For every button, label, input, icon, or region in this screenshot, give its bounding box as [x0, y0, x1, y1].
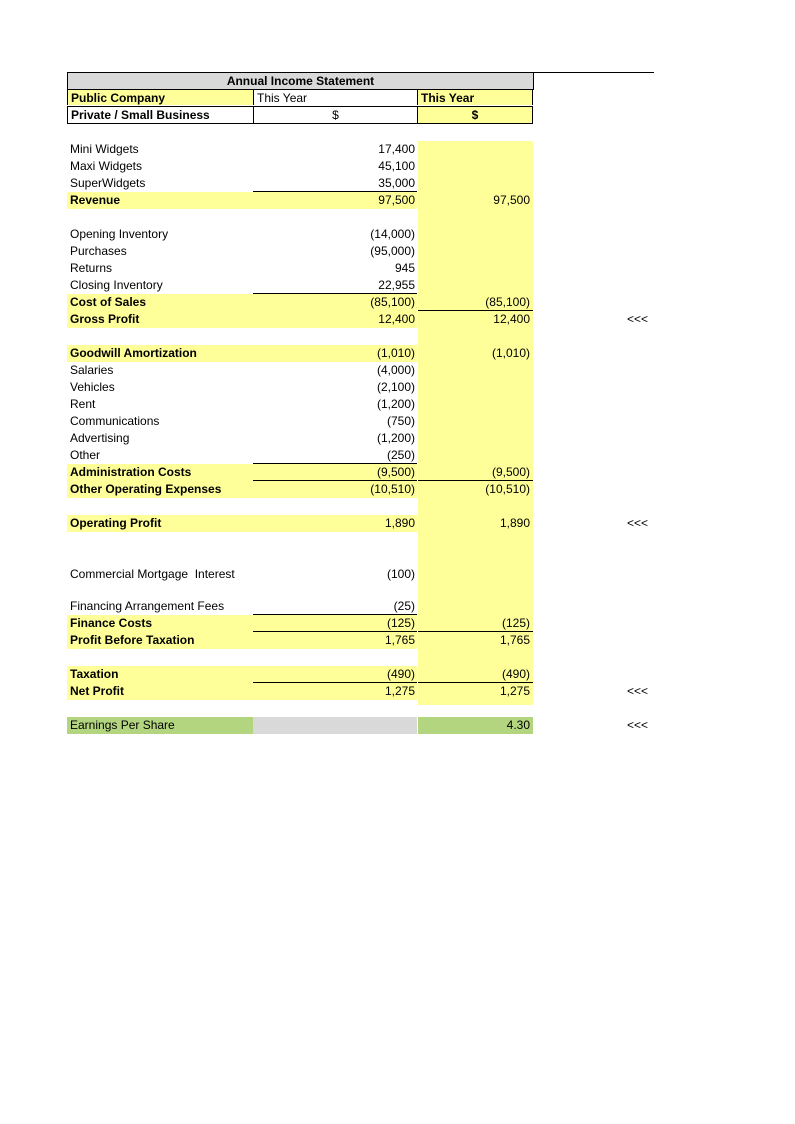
table-row-total [0, 311, 795, 328]
row-label: Taxation [70, 667, 119, 681]
row-label: Finance Costs [70, 616, 153, 630]
row-label: Advertising [70, 431, 130, 445]
row-value-col2: (490) [501, 667, 530, 681]
row-value-col1: 12,400 [378, 312, 415, 326]
row-label: Profit Before Taxation [70, 633, 195, 647]
row-value-col1: 1,765 [384, 633, 415, 647]
row-value-col1: (100) [386, 567, 415, 581]
row-label: Rent [70, 397, 96, 411]
row-label: Opening Inventory [70, 227, 169, 241]
row-value-col1: 97,500 [378, 193, 415, 207]
row-label: Cost of Sales [70, 295, 147, 309]
table-row-total [0, 192, 795, 209]
table-row [0, 345, 795, 362]
table-row-total [0, 481, 795, 498]
table-row-total [0, 683, 795, 700]
row-label: Commercial Mortgage Interest [70, 567, 235, 581]
row-label: Other Operating Expenses [70, 482, 222, 496]
row-value-col1: (750) [386, 414, 415, 428]
table-row [0, 430, 795, 447]
row-value-col1: 1,890 [384, 516, 415, 530]
row-value-col1: (2,100) [376, 380, 415, 394]
table-row [0, 566, 795, 583]
row-value-col1: (85,100) [370, 295, 415, 309]
table-row-total [0, 615, 795, 632]
row-value-col2: 4.30 [506, 718, 530, 732]
row-value-col2: (125) [501, 616, 530, 630]
table-row [0, 598, 795, 615]
row-value-col1: 945 [394, 261, 415, 275]
row-value-col1: (1,010) [376, 346, 415, 360]
row-value-col1: (1,200) [376, 397, 415, 411]
this-year-header-1: This Year [253, 89, 417, 105]
row-value-col2: (10,510) [485, 482, 530, 496]
table-row-eps [0, 717, 795, 734]
row-label: Financing Arrangement Fees [70, 599, 225, 613]
statement-title: Annual Income Statement [67, 72, 534, 90]
row-value-col1: (14,000) [370, 227, 415, 241]
row-value-col2: 1,765 [499, 633, 530, 647]
row-value-col2: (1,010) [491, 346, 530, 360]
currency-header-1: $ [253, 106, 417, 124]
row-value-col1: (250) [386, 448, 415, 462]
row-value-col2: 12,400 [493, 312, 530, 326]
row-label: Mini Widgets [70, 142, 139, 156]
this-year-header-2: This Year [417, 89, 533, 105]
table-row-total [0, 632, 795, 649]
table-row-total [0, 515, 795, 532]
table-row [0, 158, 795, 175]
table-row-total [0, 464, 795, 481]
row-label: Gross Profit [70, 312, 140, 326]
row-value-col1: (1,200) [376, 431, 415, 445]
highlight-marker: <<< [627, 516, 649, 530]
table-row [0, 141, 795, 158]
table-row [0, 243, 795, 260]
row-value-col1: 35,000 [378, 176, 415, 190]
public-company-label: Public Company [67, 89, 253, 105]
row-value-col1: (25) [393, 599, 415, 613]
table-row [0, 379, 795, 396]
row-value-col2: (9,500) [491, 465, 530, 479]
table-row [0, 447, 795, 464]
row-value-col1: (125) [386, 616, 415, 630]
row-label: Other [70, 448, 101, 462]
row-value-col1: 1,275 [384, 684, 415, 698]
row-value-col2: 97,500 [493, 193, 530, 207]
table-row-total [0, 666, 795, 683]
table-row [0, 396, 795, 413]
row-label: Closing Inventory [70, 278, 163, 292]
row-label: Operating Profit [70, 516, 162, 530]
highlight-marker: <<< [627, 718, 649, 732]
row-label: SuperWidgets [70, 176, 146, 190]
row-label: Returns [70, 261, 113, 275]
top-border-line [533, 72, 654, 73]
row-value-col1: (95,000) [370, 244, 415, 258]
row-label: Communications [70, 414, 160, 428]
row-label: Revenue [70, 193, 121, 207]
row-value-col1: (10,510) [370, 482, 415, 496]
table-row [0, 260, 795, 277]
row-label: Purchases [70, 244, 127, 258]
row-label: Earnings Per Share [70, 718, 175, 732]
table-row-total [0, 294, 795, 311]
table-row [0, 362, 795, 379]
row-value-col1: 17,400 [378, 142, 415, 156]
row-value-col2: 1,275 [499, 684, 530, 698]
row-label: Net Profit [70, 684, 124, 698]
row-value-col1: (490) [386, 667, 415, 681]
row-value-col2: 1,890 [499, 516, 530, 530]
highlight-marker: <<< [627, 684, 649, 698]
table-row [0, 175, 795, 192]
row-label: Goodwill Amortization [70, 346, 197, 360]
row-value-col1: (4,000) [376, 363, 415, 377]
row-value-col1: 45,100 [378, 159, 415, 173]
table-row [0, 413, 795, 430]
row-label: Administration Costs [70, 465, 192, 479]
table-row [0, 277, 795, 294]
row-label: Maxi Widgets [70, 159, 143, 173]
row-value-col1: 22,955 [378, 278, 415, 292]
highlight-marker: <<< [627, 312, 649, 326]
row-label: Salaries [70, 363, 114, 377]
currency-header-2: $ [417, 106, 533, 124]
table-row [0, 226, 795, 243]
row-value-col1: (9,500) [376, 465, 415, 479]
row-value-col2: (85,100) [485, 295, 530, 309]
private-business-label: Private / Small Business [67, 106, 253, 124]
row-label: Vehicles [70, 380, 115, 394]
